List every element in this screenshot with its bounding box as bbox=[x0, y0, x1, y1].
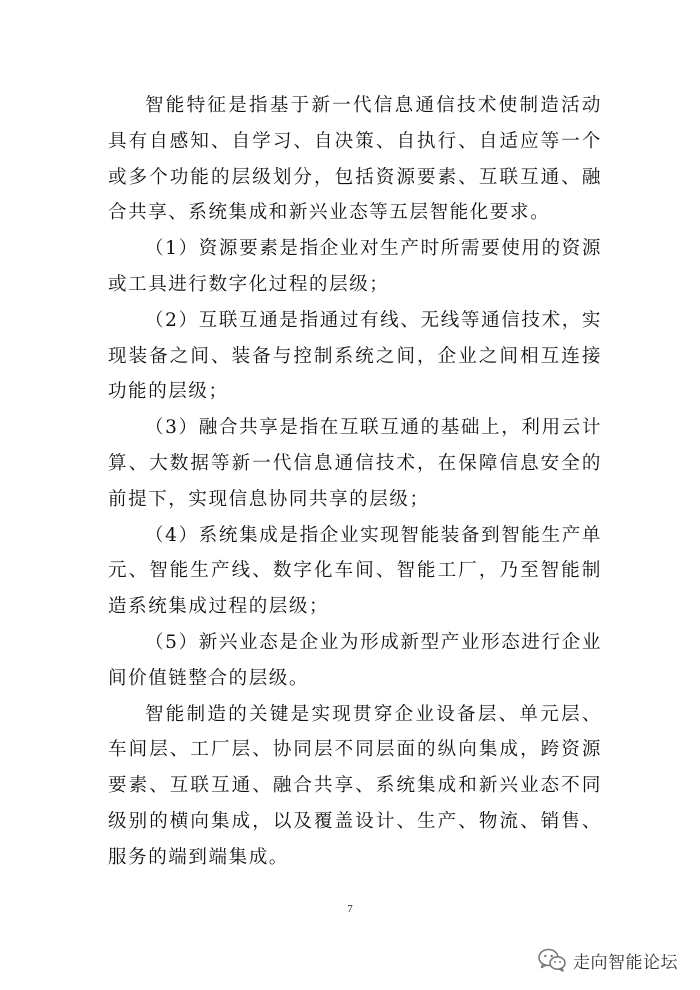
paragraph-fusion-sharing: （3）融合共享是指在互联互通的基础上，利用云计算、大数据等新一代信息通信技术，在保障信息安全的前提下，实现信息协同共享的层级； bbox=[108, 417, 602, 510]
paragraph-system-integration: （4）系统集成是指企业实现智能装备到智能生产单元、智能生产线、数字化车间、智能工厂，乃至智能制造系统集成过程的层级； bbox=[108, 524, 602, 618]
wechat-icon bbox=[537, 947, 567, 973]
paragraph-intro: 智能特征是指基于新一代信息通信技术使制造活动具有自感知、自学习、自决策、自执行、自适应等一个或多个功能的层级划分，包括资源要素、互联互通、融合共享、系统集成和新兴业态等五层智能化要求。 bbox=[108, 95, 602, 224]
paragraph-new-business: （5）新兴业态是企业为形成新型产业形态进行企业间价值链整合的层级。 bbox=[108, 631, 602, 689]
watermark bbox=[537, 945, 678, 975]
paragraph-key-of-smart-manufacturing: 智能制造的关键是实现贯穿企业设备层、单元层、车间层、工厂层、协同层不同层面的纵向集成，跨资源要素、互联互通、融合共享、系统集成和新兴业态不同级别的横向集成，以及覆盖设计、生产、物流、销售、服务的端到端集成。 bbox=[108, 703, 602, 868]
watermark-text: 走向智能论坛 bbox=[573, 952, 678, 973]
paragraph-resource-elements: （1）资源要素是指企业对生产时所需要使用的资源或工具进行数字化过程的层级； bbox=[108, 238, 602, 295]
document-body bbox=[108, 88, 602, 876]
page-number: 7 bbox=[347, 903, 353, 915]
paragraph-interconnection: （2）互联互通是指通过有线、无线等通信技术，实现装备之间、装备与控制系统之间，企业之间相互连接功能的层级； bbox=[108, 309, 602, 403]
